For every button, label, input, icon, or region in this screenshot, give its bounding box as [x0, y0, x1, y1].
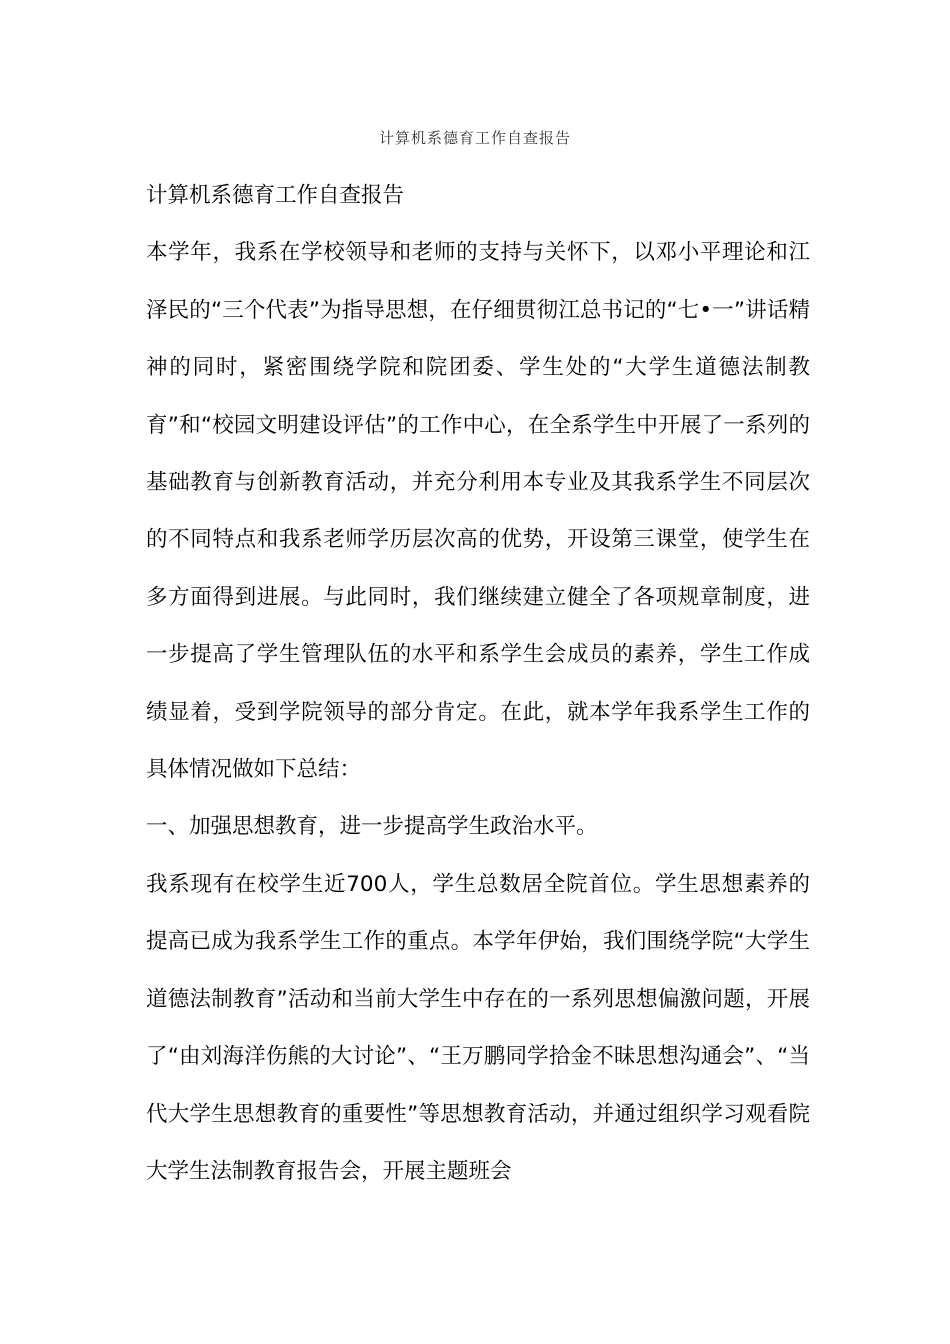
paragraph-section-1: 我系现有在校学生近700人，学生总数居全院首位。学生思想素养的提高已成为我系学生工作的重点。本学年伊始，我们围绕学院“大学生道德法制教育”活动和当前大学生中存在的一系列思想偏激问题，开展了“由刘海洋伤熊的大讨论”、“王万鹏同学拾金不昧思想沟通会”、“当代大学生思想教育的重要性”等思想教育活动，并通过组织学习观看院大学生法制教育报告会，开展主题班会: [146, 871, 810, 1184]
section-heading-1: 一、加强思想教育，进一步提高学生政治水平。: [146, 814, 598, 840]
paragraph-intro: 本学年，我系在学校领导和老师的支持与关怀下，以邓小平理论和江泽民的“三个代表”为指导思想，在仔细贯彻江总书记的“七•一”讲话精神的同时，紧密围绕学院和院团委、学生处的“大学生道德法制教育”和“校园文明建设评估”的工作中心，在全系学生中开展了一系列的基础教育与创新教育活动，并充分利用本专业及其我系学生不同层次的不同特点和我系老师学历层次高的优势，开设第三课堂，使学生在多方面得到进展。与此同时，我们继续建立健全了各项规章制度，进一步提高了学生管理队伍的水平和系学生会成员的素养，学生工作成绩显着，受到学院领导的部分肯定。在此，就本学年我系学生工作的具体情况做如下总结：: [146, 240, 810, 783]
running-header: 计算机系德育工作自查报告: [378, 129, 571, 147]
document-title: 计算机系德育工作自查报告: [146, 183, 405, 208]
document-body: [146, 167, 810, 1200]
